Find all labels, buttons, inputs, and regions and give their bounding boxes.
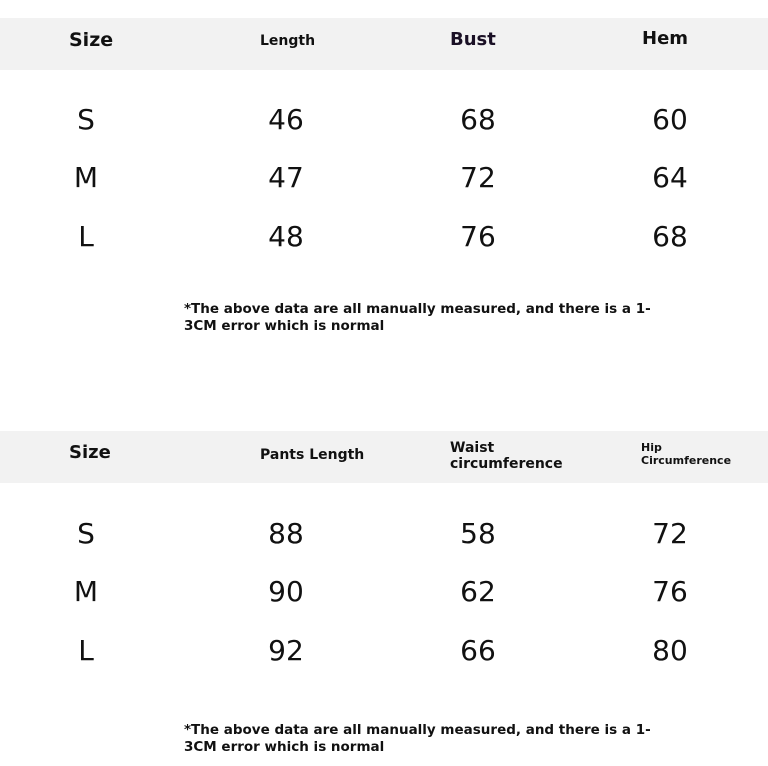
bottom-cell-size-l: L xyxy=(78,634,94,667)
top-measurement-note: *The above data are all manually measured, and there is a 1-3CM error which is normal xyxy=(184,301,651,334)
top-cell-length-s: 46 xyxy=(268,103,304,136)
bottom-cell-size-m: M xyxy=(73,575,99,608)
top-cell-bust-s: 68 xyxy=(460,103,496,136)
top-cell-length-l: 48 xyxy=(268,220,304,253)
top-cell-size-l: L xyxy=(78,220,94,253)
top-cell-size-m: M xyxy=(73,161,99,194)
bottom-cell-pants-length-m: 90 xyxy=(268,575,304,608)
bottom-header-pants-length: Pants Length xyxy=(260,447,365,463)
top-header-bust: Bust xyxy=(450,29,496,50)
bottom-cell-pants-length-s: 88 xyxy=(268,517,304,550)
bottom-cell-pants-length-l: 92 xyxy=(268,634,304,667)
top-header-hem: Hem xyxy=(642,28,689,49)
bottom-cell-size-s: S xyxy=(77,517,95,550)
top-header-length: Length xyxy=(260,33,316,49)
bottom-header-waist: Waist circumference xyxy=(450,440,563,473)
top-cell-bust-m: 72 xyxy=(460,161,496,194)
bottom-cell-waist-l: 66 xyxy=(460,634,496,667)
top-cell-bust-l: 76 xyxy=(460,220,496,253)
top-cell-length-m: 47 xyxy=(268,161,304,194)
bottom-cell-waist-s: 58 xyxy=(460,517,496,550)
bottom-cell-hip-l: 80 xyxy=(652,634,688,667)
top-cell-hem-l: 68 xyxy=(652,220,688,253)
bottom-header-hip: Hip Circumference xyxy=(641,441,732,467)
bottom-measurement-note: *The above data are all manually measured, and there is a 1-3CM error which is normal xyxy=(184,722,651,755)
top-cell-hem-s: 60 xyxy=(652,103,688,136)
bottom-cell-hip-m: 76 xyxy=(652,575,688,608)
top-header-size: Size xyxy=(69,29,114,51)
bottom-cell-waist-m: 62 xyxy=(460,575,496,608)
top-cell-hem-m: 64 xyxy=(652,161,688,194)
bottom-cell-hip-s: 72 xyxy=(652,517,688,550)
bottom-header-size: Size xyxy=(69,442,111,463)
top-cell-size-s: S xyxy=(77,103,95,136)
